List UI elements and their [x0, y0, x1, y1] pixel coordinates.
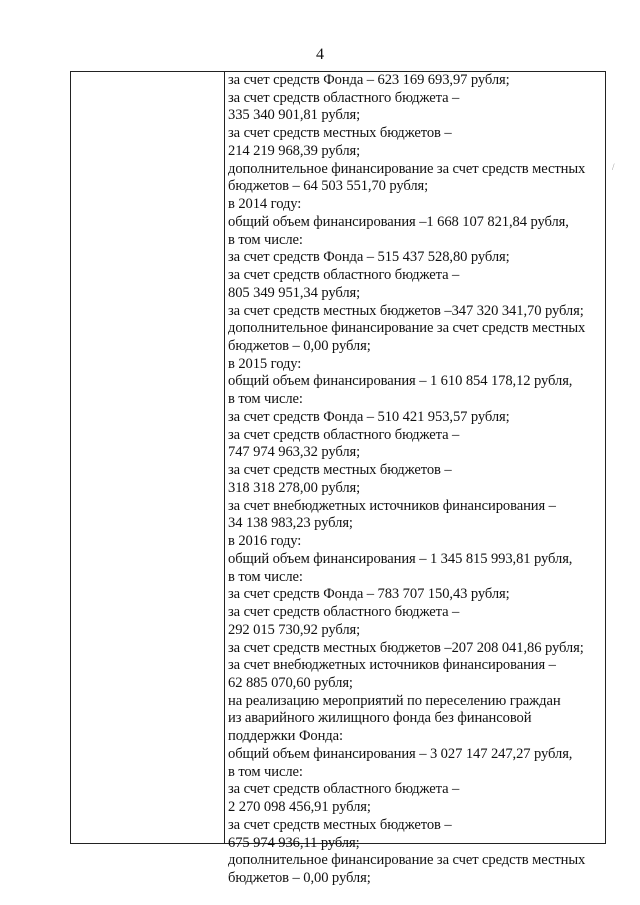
text-line: 318 318 278,00 рубля; — [228, 479, 361, 496]
text-line: в том числе: — [228, 391, 303, 408]
text-line: за счет внебюджетных источников финансирования – — [228, 497, 556, 514]
text-line: за счет средств местных бюджетов – — [228, 462, 452, 479]
text-line: в 2015 году: — [228, 355, 302, 372]
text-line: за счет средств областного бюджета – — [228, 267, 460, 284]
text-line: 335 340 901,81 рубля; — [228, 107, 361, 124]
text-line: за счет средств Фонда – 515 437 528,80 рубля; — [228, 249, 510, 266]
text-line: 2 270 098 456,91 рубля; — [228, 799, 371, 816]
text-line: за счет средств местных бюджетов – — [228, 125, 452, 142]
text-line: общий объем финансирования – 3 027 147 247,27 рубля, — [228, 745, 573, 762]
text-line: 675 974 936,11 рубля; — [228, 834, 360, 851]
text-line: общий объем финансирования – 1 610 854 178,12 рубля, — [228, 373, 573, 390]
text-line: дополнительное финансирование за счет средств местных — [228, 320, 586, 337]
text-line: 747 974 963,32 рубля; — [228, 444, 361, 461]
text-line: за счет средств местных бюджетов –207 208 041,86 рубля; — [228, 639, 584, 656]
text-line: в том числе: — [228, 568, 303, 585]
text-line: бюджетов – 0,00 рубля; — [228, 338, 371, 355]
text-line: на реализацию мероприятий по переселению граждан — [228, 692, 561, 709]
text-line: в том числе: — [228, 231, 303, 248]
text-line: 62 885 070,60 рубля; — [228, 674, 353, 691]
text-line: 214 219 968,39 рубля; — [228, 142, 361, 159]
margin-tick-mark: / — [612, 162, 615, 172]
text-line: поддержки Фонда: — [228, 728, 343, 745]
text-line: в 2016 году: — [228, 533, 302, 550]
text-line: общий объем финансирования – 1 345 815 993,81 рубля, — [228, 550, 573, 567]
text-line: из аварийного жилищного фонда без финансовой — [228, 710, 532, 727]
text-line: за счет средств областного бюджета – — [228, 781, 460, 798]
text-line: дополнительное финансирование за счет средств местных — [228, 852, 586, 869]
text-line: 292 015 730,92 рубля; — [228, 621, 361, 638]
text-line: за счет средств областного бюджета – — [228, 89, 460, 106]
page-number: 4 — [316, 46, 324, 63]
text-line: в том числе: — [228, 763, 303, 780]
text-line: 805 349 951,34 рубля; — [228, 284, 361, 301]
text-line: за счет средств Фонда – 623 169 693,97 рубля; — [228, 72, 510, 88]
text-line: за счет средств местных бюджетов – — [228, 816, 452, 833]
text-line: дополнительное финансирование за счет средств местных — [228, 160, 586, 177]
document-table — [70, 71, 606, 887]
text-line: бюджетов – 0,00 рубля; — [228, 870, 371, 887]
text-line: общий объем финансирования –1 668 107 821,84 рубля, — [228, 213, 569, 230]
text-line: в 2014 году: — [228, 196, 302, 213]
text-line: за счет средств Фонда – 510 421 953,57 рубля; — [228, 408, 510, 425]
table-right-column — [228, 72, 604, 887]
text-line: 34 138 983,23 рубля; — [228, 515, 353, 532]
text-lines — [228, 72, 604, 888]
text-line: за счет средств областного бюджета – — [228, 604, 460, 621]
text-line: за счет средств местных бюджетов –347 320 341,70 рубля; — [228, 302, 584, 319]
text-line: за счет средств Фонда – 783 707 150,43 рубля; — [228, 586, 510, 603]
table-left-column — [71, 72, 225, 843]
text-line: бюджетов – 64 503 551,70 рубля; — [228, 178, 429, 195]
text-line: за счет внебюджетных источников финансирования – — [228, 657, 556, 674]
text-line: за счет средств областного бюджета – — [228, 426, 460, 443]
